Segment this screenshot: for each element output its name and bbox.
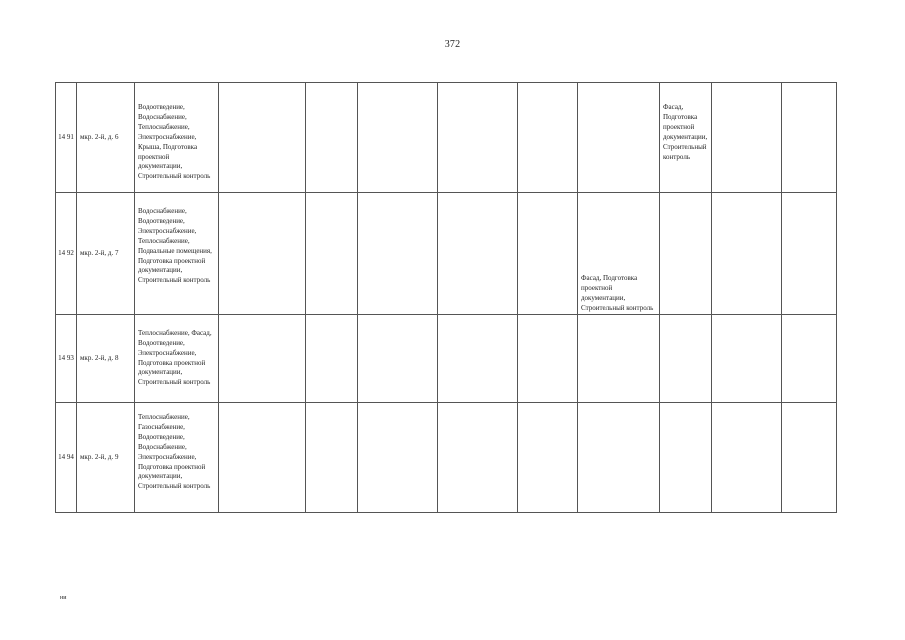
row-number: 14 91	[56, 83, 77, 193]
empty-cell	[782, 193, 837, 315]
works-cell: Теплоснабжение, Фасад, Водоотведение, Электроснабжение, Подготовка проектной документации, Строительный контроль	[135, 315, 219, 403]
row-number: 14 94	[56, 403, 77, 513]
empty-cell	[358, 315, 438, 403]
empty-cell	[782, 315, 837, 403]
empty-cell	[438, 403, 518, 513]
works-cell: Теплоснабжение, Газоснабжение, Водоотведение, Водоснабжение, Электроснабжение, Подготовка проектной документации, Строительный контроль	[135, 403, 219, 513]
empty-cell	[438, 193, 518, 315]
empty-cell	[712, 193, 782, 315]
works-table	[55, 82, 837, 513]
empty-cell	[518, 315, 578, 403]
empty-cell	[438, 83, 518, 193]
works-cell-col9	[578, 83, 660, 193]
empty-cell	[219, 83, 306, 193]
address-cell: мкр. 2-й, д. 8	[77, 315, 135, 403]
table-row	[56, 315, 837, 403]
table-row	[56, 83, 837, 193]
row-number: 14 93	[56, 315, 77, 403]
table-row	[56, 193, 837, 315]
row-number: 14 92	[56, 193, 77, 315]
empty-cell	[219, 315, 306, 403]
empty-cell	[518, 193, 578, 315]
works-cell: Водоснабжение, Водоотведение, Электроснабжение, Теплоснабжение, Подвальные помещения, Подготовка проектной документации, Строительный контроль	[135, 193, 219, 315]
works-cell-col10	[660, 315, 712, 403]
address-cell: мкр. 2-й, д. 7	[77, 193, 135, 315]
empty-cell	[219, 193, 306, 315]
empty-cell	[712, 315, 782, 403]
empty-cell	[358, 403, 438, 513]
works-cell-col9	[578, 403, 660, 513]
empty-cell	[306, 193, 358, 315]
empty-cell	[518, 403, 578, 513]
works-cell-col10	[660, 403, 712, 513]
works-cell-col9	[578, 315, 660, 403]
footer-text: ни	[60, 595, 67, 601]
empty-cell	[712, 403, 782, 513]
address-cell: мкр. 2-й, д. 6	[77, 83, 135, 193]
empty-cell	[438, 315, 518, 403]
page-number: 372	[444, 39, 461, 50]
address-cell: мкр. 2-й, д. 9	[77, 403, 135, 513]
works-cell-col9: Фасад, Подготовка проектной документации, Строительный контроль	[578, 193, 660, 315]
works-cell-col10: Фасад, Подготовка проектной документации, Строительный контроль	[660, 83, 712, 193]
empty-cell	[782, 83, 837, 193]
empty-cell	[306, 315, 358, 403]
works-cell-col10	[660, 193, 712, 315]
empty-cell	[782, 403, 837, 513]
empty-cell	[219, 403, 306, 513]
empty-cell	[306, 83, 358, 193]
works-cell: Водоотведение, Водоснабжение, Теплоснабжение, Электроснабжение, Крыша, Подготовка проектной документации, Строительный контроль	[135, 83, 219, 193]
empty-cell	[712, 83, 782, 193]
empty-cell	[358, 83, 438, 193]
table-row	[56, 403, 837, 513]
empty-cell	[306, 403, 358, 513]
empty-cell	[518, 83, 578, 193]
empty-cell	[358, 193, 438, 315]
